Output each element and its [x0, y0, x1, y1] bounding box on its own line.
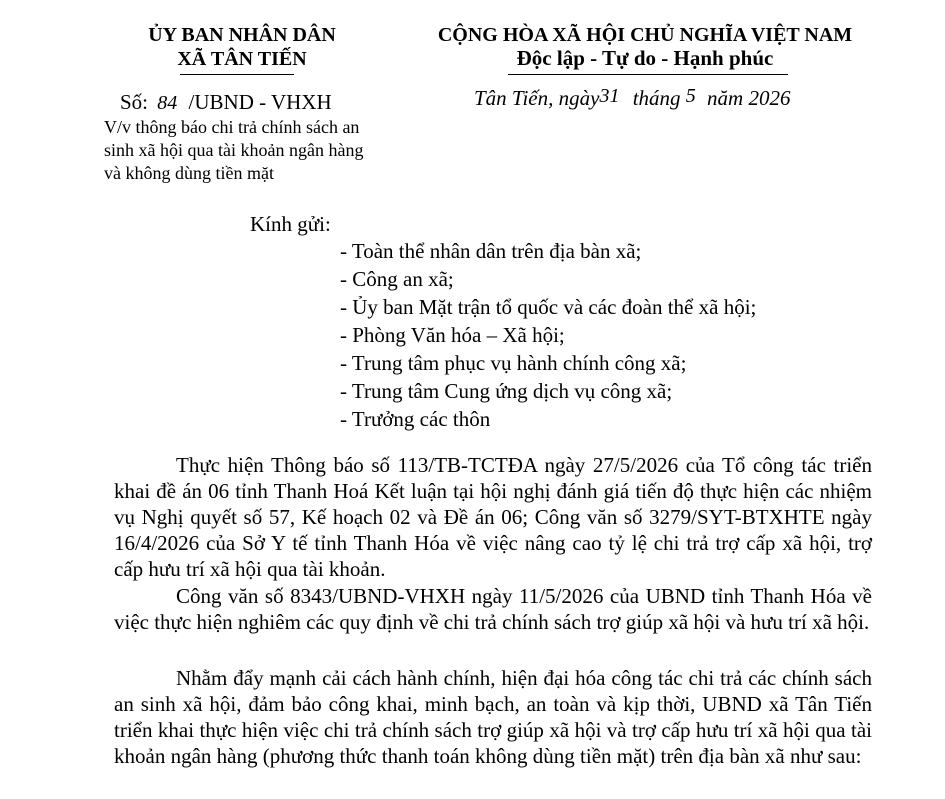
issue-date [474, 86, 790, 111]
recipient-item: - Trung tâm Cung ứng dịch vụ công xã; [340, 379, 673, 403]
subject-line: V/v thông báo chi trả chính sách an [104, 117, 360, 137]
national-motto: Độc lập - Tự do - Hạnh phúc [516, 46, 774, 70]
subject-line: và không dùng tiền mặt [104, 163, 274, 183]
doc-number-suffix: /UBND - VHXH [188, 90, 332, 114]
issuer-commune: XÃ TÂN TIẾN [177, 48, 307, 70]
date-year: năm 2026 [707, 86, 791, 110]
subject-line: sinh xã hội qua tài khoản ngân hàng [104, 140, 364, 160]
doc-number-prefix: Số: [120, 90, 149, 114]
body-paragraph-2: Công văn số 8343/UBND-VHXH ngày 11/5/2026 của UBND tỉnh Thanh Hóa về việc thực hiện nghiêm các quy định về chi trả chính sách trợ giúp xã hội và hưu trí xã hội. [114, 584, 872, 634]
date-place: Tân Tiến, ngày [474, 86, 600, 110]
document-number [120, 90, 332, 115]
recipients-label: Kính gửi: [250, 212, 331, 236]
recipient-item: - Ủy ban Mặt trận tổ quốc và các đoàn thể xã hội; [340, 295, 757, 319]
body-paragraph-1: Thực hiện Thông báo số 113/TB-TCTĐA ngày 27/5/2026 của Tổ công tác triển khai đề án 06 tỉnh Thanh Hoá Kết luận tại hội nghị đánh giá tiến độ thực hiện các nhiệm vụ Nghị quyết số 57, Kế hoạch 02 và Đề án 06; Công văn số 3279/SYT-BTXHTE ngày 16/4/2026 của Sở Y tế tỉnh Thanh Hóa về việc nâng cao tỷ lệ chi trả trợ cấp xã hội, trợ cấp hưu trí xã hội qua tài khoản. [114, 453, 872, 581]
date-month: 5 [685, 85, 696, 107]
subject-block [104, 116, 363, 185]
recipients-list [340, 239, 756, 435]
national-title: CỘNG HÒA XÃ HỘI CHỦ NGHĨA VIỆT NAM [437, 24, 853, 46]
recipient-item: - Phòng Văn hóa – Xã hội; [340, 323, 565, 347]
doc-number-value: 84 [157, 92, 178, 114]
motto-underline [508, 74, 788, 75]
date-day: 31 [599, 85, 620, 107]
date-month-label: tháng [632, 86, 681, 110]
issuer-name: ỦY BAN NHÂN DÂN [148, 24, 336, 46]
recipient-item: - Trung tâm phục vụ hành chính công xã; [340, 351, 687, 375]
recipient-item: - Công an xã; [340, 267, 454, 291]
issuer-underline [180, 74, 294, 75]
recipient-item: - Toàn thể nhân dân trên địa bàn xã; [340, 239, 642, 263]
recipient-item: - Trưởng các thôn [340, 407, 491, 431]
body-paragraph-3: Nhằm đẩy mạnh cải cách hành chính, hiện đại hóa công tác chi trả các chính sách an sinh xã hội, đảm bảo công khai, minh bạch, an toàn và kịp thời, UBND xã Tân Tiến triển khai thực hiện việc chi trả chính sách trợ giúp xã hội và trợ cấp hưu trí xã hội qua tài khoản ngân hàng (phương thức thanh toán không dùng tiền mặt) trên địa bàn xã như sau: [114, 666, 872, 768]
